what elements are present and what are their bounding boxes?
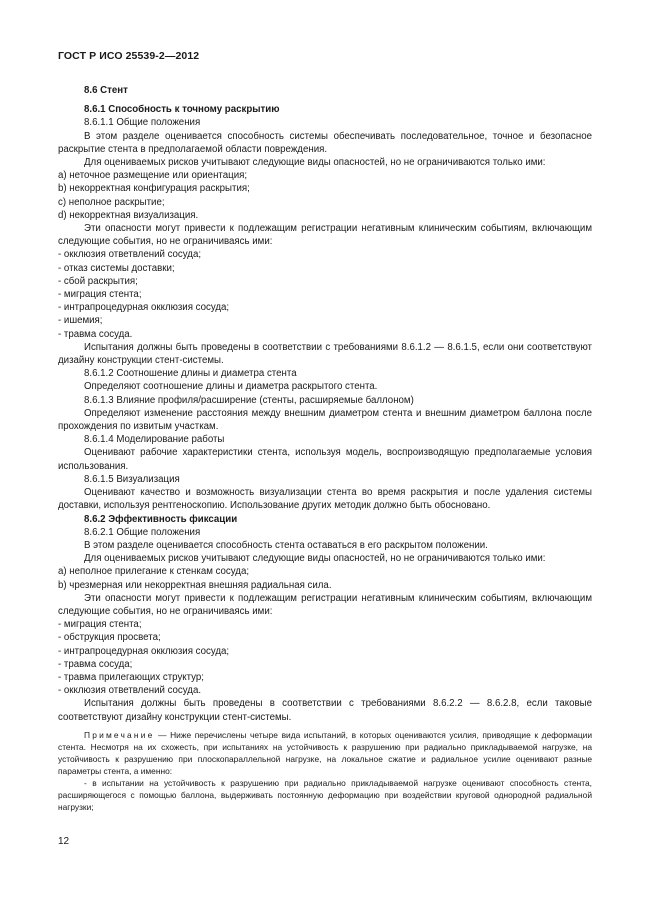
clause-heading: 8.6.1.2 Соотношение длины и диаметра стента — [84, 368, 297, 380]
paragraph: Для оцениваемых рисков учитывают следующие виды опасностей, но не ограничиваются только ими: — [84, 157, 546, 169]
paragraph: Испытания должны быть проведены в соответствии с требованиями 8.6.1.2 — 8.6.1.5, если они соответствуют дизайну конструкции стент-системы. — [58, 341, 592, 367]
list-item: - обструкция просвета; — [58, 632, 161, 644]
note-text: — Ниже перечислены четыре вида испытаний, в которых оцениваются усилия, приводящие к деформации стента. Несмотря на их схожесть, при испытаниях на устойчивость к разрушению при радиально прикладываемой нагрузке, на устойчивость к разрушению при плоскопараллельной нагрузке, на локальное сжатие и радиальное усилие оценивают разные параметры стента, а именно: — [58, 729, 592, 776]
list-item: - миграция стента; — [58, 289, 142, 301]
clause-heading: 8.6.1.5 Визуализация — [84, 473, 180, 485]
list-item: - интрапроцедурная окклюзия сосуда; — [58, 302, 230, 314]
list-item: - отказ системы доставки; — [58, 262, 175, 274]
paragraph: Оценивают рабочие характеристики стента, используя модель, воспроизводящую предполагаемые условия использования. — [58, 447, 592, 472]
paragraph: Эти опасности могут привести к подлежащим регистрации негативным клиническим событиям, включающим следующие события, но не ограничиваясь ими: — [58, 223, 592, 248]
subsection-heading-8-6-2: 8.6.2 Эффективность фиксации — [84, 513, 238, 525]
list-item: - окклюзия ответвлений сосуда. — [58, 685, 202, 697]
note-label: Примечание — [84, 729, 155, 740]
clause-heading: 8.6.1.1 Общие положения — [84, 117, 201, 129]
subsection-heading-8-6-1: 8.6.1 Способность к точному раскрытию — [84, 104, 280, 116]
document-header: ГОСТ Р ИСО 25539-2—2012 — [58, 50, 200, 62]
paragraph: В этом разделе оценивается способность стента оставаться в его раскрытом положении. — [84, 539, 488, 551]
list-item: c) неполное раскрытие; — [58, 196, 165, 208]
list-item: b) некорректная конфигурация раскрытия; — [58, 183, 250, 195]
note-paragraph — [58, 729, 592, 777]
paragraph: Определяют соотношение длины и диаметра раскрытого стента. — [84, 381, 378, 393]
paragraph: Эти опасности могут привести к подлежащим регистрации негативным клиническим событиям, включающим следующие события, но не ограничиваясь ими: — [58, 592, 592, 617]
note-block — [58, 729, 592, 813]
list-item: - травма прилегающих структур; — [58, 671, 204, 683]
list-item: a) неполное прилегание к стенкам сосуда; — [58, 566, 250, 578]
paragraph: Испытания должны быть проведены в соответствии с требованиями 8.6.2.2 — 8.6.2.8, если таковые соответствуют дизайну конструкции стент-системы. — [58, 698, 592, 723]
clause-heading: 8.6.1.3 Влияние профиля/расширение (стенты, расширяемые баллоном) — [84, 394, 414, 406]
paragraph: Определяют изменение расстояния между внешним диаметром стента и внешним диаметром баллона после прохождения по извитым участкам. — [58, 407, 592, 433]
paragraph: Для оцениваемых рисков учитывают следующие виды опасностей, но не ограничиваются только ими: — [84, 553, 546, 565]
list-item: - миграция стента; — [58, 619, 142, 631]
section-heading: 8.6 Стент — [84, 85, 128, 96]
list-item: - ишемия; — [58, 315, 103, 327]
list-item: - сбой раскрытия; — [58, 275, 138, 287]
page-content — [58, 84, 592, 813]
clause-heading: 8.6.2.1 Общие положения — [84, 526, 201, 538]
list-item: a) неточное размещение или ориентация; — [58, 170, 248, 182]
list-item: - травма сосуда; — [58, 658, 133, 670]
page-number: 12 — [58, 836, 70, 847]
list-item: b) чрезмерная или некорректная внешняя радиальная сила. — [58, 579, 332, 591]
note-list-item: - в испытании на устойчивость к разрушению при радиально прикладываемой нагрузке оценивают способность стента, расширяющегося с помощью баллона, выдерживать постоянную деформацию при воздействии круговой однородной радиальной нагрузки; — [58, 777, 592, 812]
list-item: - окклюзия ответвлений сосуда; — [58, 249, 202, 261]
list-item: - травма сосуда. — [58, 328, 133, 340]
list-item: d) некорректная визуализация. — [58, 209, 199, 221]
list-item: - интрапроцедурная окклюзия сосуда; — [58, 645, 230, 657]
paragraph: Оценивают качество и возможность визуализации стента во время раскрытия и после удаления системы доставки, используя рентгеноскопию. Использование других методик должно быть обосновано. — [58, 487, 592, 512]
paragraph: В этом разделе оценивается способность системы обеспечивать последовательное, точное и безопасное раскрытие стента в предполагаемой области повреждения. — [58, 130, 592, 155]
clause-heading: 8.6.1.4 Моделирование работы — [84, 434, 225, 446]
